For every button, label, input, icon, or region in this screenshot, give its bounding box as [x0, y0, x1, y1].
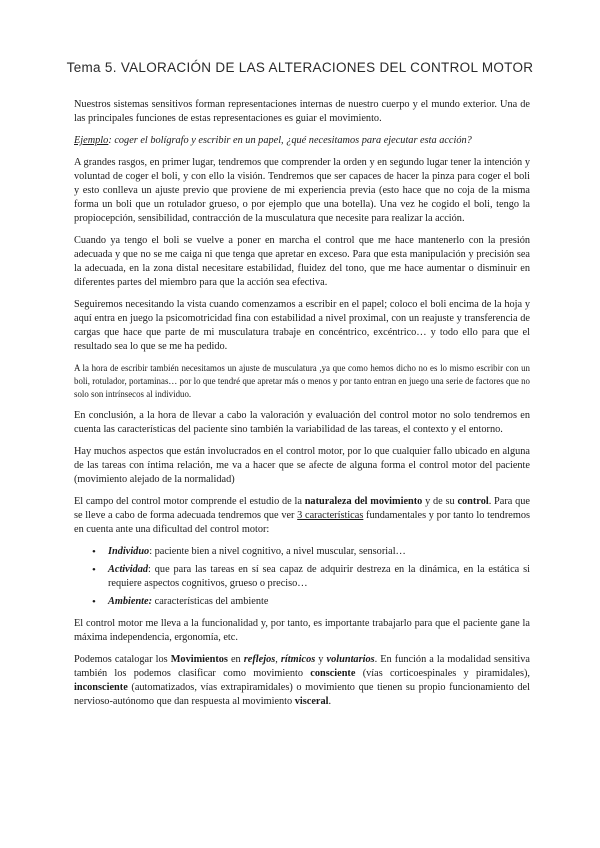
list-item — [108, 563, 530, 591]
p9-text: . En función a la modalidad sensitiva también los podemos clasificar como movimiento — [74, 654, 530, 679]
list-item-text: : paciente bien a nivel cognitivo, a nivel muscular, sensorial… — [149, 546, 406, 557]
example-text: : coger el bolígrafo y escribir en un papel, ¿qué necesitamos para ejecutar esta acción? — [108, 135, 472, 146]
list-item-text: características del ambiente — [152, 596, 269, 607]
p7-text: fundamentales y por tanto lo tendremos en cuenta ante una dificultad del control motor: — [74, 510, 530, 535]
paragraph-1: A grandes rasgos, en primer lugar, tendremos que comprender la orden y en segundo lugar tener la intención y voluntad de coger el boli, y con ello la visión. Tendremos que ser capaces de hacer la pinza para coger el boli y esto conlleva un ajuste previo que proviene de mi experiencia previa (esto hace que no coja de la misma forma un boli que un rotulador grueso, o por ejemplo que una botella). Una vez he cogido el boli, tengo la propiocepción, sensibilidad, contracción de la musculatura que necesite para realizar la acción. — [74, 157, 530, 224]
p9-bold-italic: reflejos — [243, 654, 276, 665]
p9-text: (vías corticoespinales y piramidales), — [355, 668, 530, 679]
list-item — [108, 545, 530, 559]
example-label: Ejemplo — [74, 135, 109, 146]
paragraph-3: Seguiremos necesitando la vista cuando comenzamos a escribir en el papel; coloco el boli encima de la hoja y aquí entra en juego la psicomotricidad fina con estabilidad a nivel proximal, con un reajuste y transferencia de cargas que hace que parte de mi musculatura trabaje en concéntrico, excéntrico… y todo ello para que el resultado sea lo que se me ha pedido. — [74, 299, 530, 352]
paragraph-5: En conclusión, a la hora de llevar a cabo la valoración y evaluación del control motor no solo tendremos en cuenta las características del paciente sino también la variabilidad de las tareas, el contexto y el entorno. — [74, 410, 530, 435]
p7-text: . Para que se lleve a cabo de forma adecuada tendremos que ver — [74, 496, 530, 521]
p9-bold: consciente — [310, 668, 356, 679]
p9-text: . — [328, 696, 332, 707]
p9-bold: visceral — [294, 696, 329, 707]
paragraph-4: A la hora de escribir también necesitamos un ajuste de musculatura ,ya que como hemos dicho no es lo mismo escribir con un boli, rotulador, portaminas… por lo que tendré que apretar más o menos y por tanto entran en juego una serie de factores que no solo son intrínsecos al individuo. — [74, 363, 530, 399]
p9-bold: inconsciente — [74, 682, 128, 693]
p7-text: El campo del control motor comprende el estudio de la — [74, 496, 305, 507]
p9-bold-italic: rítmicos — [280, 654, 316, 665]
paragraph-7 — [74, 495, 530, 537]
document-body — [74, 98, 530, 717]
p9-bold-italic: voluntarios — [326, 654, 375, 665]
p7-bold-control: control — [457, 496, 489, 507]
list-item-label: Ambiente: — [108, 596, 153, 607]
page-title: Tema 5. VALORACIÓN DE LAS ALTERACIONES DEL CONTROL MOTOR — [66, 60, 534, 75]
list-item-label: Actividad — [108, 564, 149, 575]
example-paragraph — [74, 134, 530, 148]
intro-paragraph: Nuestros sistemas sensitivos forman representaciones internas de nuestro cuerpo y el mundo exterior. Una de las principales funciones de estas representaciones es guiar el movimiento. — [74, 99, 530, 124]
paragraph-8: El control motor me lleva a la funcionalidad y, por tanto, es importante trabajarlo para que el paciente gane la máxima independencia, ergonomía, etc. — [74, 618, 530, 643]
p9-text: y — [315, 654, 327, 665]
p9-text: , — [275, 654, 281, 665]
paragraph-6: Hay muchos aspectos que están involucrados en el control motor, por lo que cualquier fallo ubicado en alguna de las tareas con íntima relación, me va a hacer que se afecte de alguna forma el control motor del paciente (movimiento alejado de la normalidad) — [74, 446, 530, 485]
p9-text: Podemos catalogar los — [74, 654, 171, 665]
characteristics-list — [74, 545, 530, 609]
list-item — [108, 595, 530, 609]
p7-text: y de su — [422, 496, 458, 507]
list-item-text: : que para las tareas en sí sea capaz de adquirir destreza en la dinámica, en la estática si requiere aspectos cognitivos, grueso o preciso… — [108, 564, 530, 589]
p9-text: en — [227, 654, 244, 665]
p7-underline-characteristics: 3 características — [297, 510, 364, 521]
paragraph-2: Cuando ya tengo el boli se vuelve a poner en marcha el control que me hace mantenerlo con la presión adecuada y que no se me caiga ni que tenga que apretar en exceso. Para que esta manipulación y precisión sea la adecuada, en la zona distal necesitare estabilidad, fluidez del tono, que me hace aumentar o disminuir en diferentes partes del miembro para que la acción sea efectiva. — [74, 235, 530, 288]
p9-text: (automatizados, vías extrapiramidales) o movimiento que tienen su propio funcionamiento del nervioso-autónomo que dan respuesta al movimiento — [74, 682, 530, 707]
paragraph-9 — [74, 653, 530, 709]
list-item-label: Individuo — [108, 546, 150, 557]
p7-bold-nature: naturaleza del movimiento — [304, 496, 423, 507]
p9-bold: Movimientos — [170, 654, 228, 665]
